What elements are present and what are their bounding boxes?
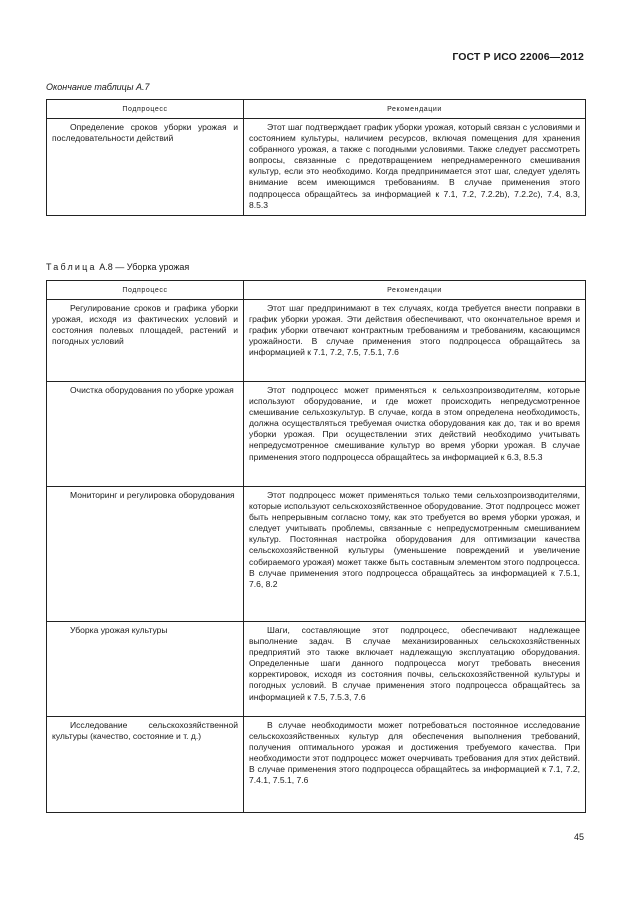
table-row [47,487,586,622]
recommendation-cell: Этот шаг предпринимают в тех случаях, когда требуется внести поправки в график уборки урожая. Эти действия обеспечивают, что окончательное время и график уборки отвечают контрактным требованиям и требованиям, касающимся урожайности. В случае применения этого подпроцесса обращайтесь за информацией к 7.1, 7.2, 7.5, 7.5.1, 7.6 [244,300,586,382]
table-row [47,622,586,717]
subprocess-cell: Уборка урожая культуры [47,622,244,717]
subprocess-cell: Регулирование сроков и графика уборки урожая, исходя из фактических условий и состояния полевых площадей, растений и погодных условий [47,300,244,382]
table-row [47,382,586,487]
table-a8-caption-title: А.8 — Уборка урожая [99,262,190,272]
document-standard-header: ГОСТ Р ИСО 22006—2012 [452,51,584,63]
recommendation-cell: Этот шаг подтверждает график уборки урожая, который связан с условиями и состоянием культуры, наличием ресурсов, включая помещения для хранения собранного урожая, а также с погодными условиями. Также следует рассмотреть вопросы, связанные с предотвращением непреднамеренного смешивания культур, если это необходимо. Когда предпринимается этот шаг, следует уделять внимание всем имеющимся требованиям. В случае применения этого подпроцесса обращайтесь за информацией к 7.1, 7.2, 7.2.2b), 7.2.2c), 7.4, 8.3, 8.5.3 [244,119,586,216]
table-row [47,119,586,216]
table-a8-caption-prefix: Таблица [46,262,97,272]
column-header-recommendations: Рекомендации [244,281,586,300]
subprocess-cell: Исследование сельскохозяйственной культуры (качество, состояние и т. д.) [47,717,244,813]
page-number: 45 [573,832,584,842]
table-header-row [47,100,586,119]
column-header-subprocess: Подпроцесс [47,281,244,300]
recommendation-cell: Шаги, составляющие этот подпроцесс, обеспечивают надлежащее выполнение задач. В случае механизированных сельскохозяйственных предприятий это также включает надлежащую эксплуатацию оборудования. Определенные шаги данного подпроцесса могут требовать внесения корректировок, исходя из состояния почвы, сельскохозяйственной культуры и погодных условий. В случае применения этого подпроцесса обращайтесь за информацией к 7.5, 7.5.3, 7.6 [244,622,586,717]
subprocess-cell: Определение сроков уборки урожая и последовательности действий [47,119,244,216]
table-a7 [46,99,586,216]
recommendation-cell: В случае необходимости может потребоваться постоянное исследование сельскохозяйственных культур для обеспечения выполнения требований, получения оптимального урожая и достижения требуемого качества. При необходимости этот подпроцесс может очерчивать требования для этих действий. В случае применения этого подпроцесса обращайтесь за информацией к 7.1, 7.2, 7.4.1, 7.5.1, 7.6 [244,717,586,813]
recommendation-cell: Этот подпроцесс может применяться только теми сельхозпроизводителями, которые используют сельскохозяйственное оборудование. Этот подпроцесс может быть непрерывным согласно тому, как это требуется во время уборки урожая, и следует учитывать проблемы, связанные с непредусмотренным смешиванием культур. Постоянная настройка оборудования для оптимизации качества сельскохозяйственной культуры (уменьшение повреждений и увеличение собираемого урожая) может также быть составным элементом этого подпроцесса. В случае применения этого подпроцесса обращайтесь за информацией к 7.5.1, 7.6, 8.2 [244,487,586,622]
column-header-recommendations: Рекомендации [244,100,586,119]
table-row [47,300,586,382]
table-a7-caption: Окончание таблицы А.7 [46,82,150,92]
subprocess-cell: Очистка оборудования по уборке урожая [47,382,244,487]
table-a8 [46,280,586,813]
table-row [47,717,586,813]
recommendation-cell: Этот подпроцесс может применяться к сельхозпроизводителям, которые используют оборудование, и где может происходить непредусмотренное смешивание сельхозкультур. В случае, когда в этом определена необходимость, должна осуществляться требуемая очистка оборудования как до, так и во время уборки урожая. При осуществлении этих действий необходимо учитывать непредусмотренное смешивание культур во время уборки урожая. В случае применения этого подпроцесса обращайтесь за информацией к 6.3, 8.5.3 [244,382,586,487]
subprocess-cell: Мониторинг и регулировка оборудования [47,487,244,622]
table-a8-caption [46,262,189,272]
column-header-subprocess: Подпроцесс [47,100,244,119]
table-header-row [47,281,586,300]
